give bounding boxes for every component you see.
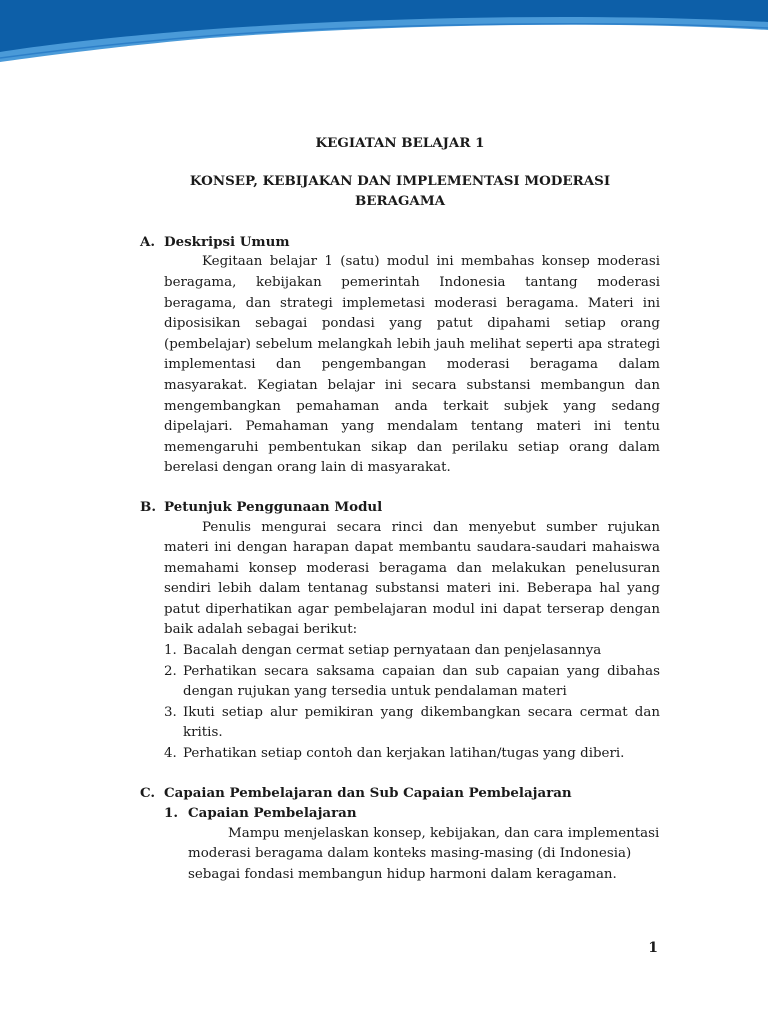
list-number: 3.	[164, 704, 177, 720]
section-heading	[140, 783, 660, 804]
section-body	[164, 518, 660, 765]
list-number: 2.	[164, 663, 177, 679]
list-item	[164, 744, 660, 765]
paragraph: Mampu menjelaskan konsep, kebijakan, dan cara implementasi moderasi beragama dalam konteks masing-masing (di Indonesia) sebagai fondasi membangun hidup harmoni dalam keragaman.	[188, 825, 660, 882]
list-item	[164, 703, 660, 744]
instruction-list	[164, 641, 660, 765]
section-a	[140, 232, 660, 479]
section-c	[140, 783, 660, 886]
subsection-title: Capaian Pembelajaran	[188, 805, 357, 822]
document-body	[140, 133, 660, 904]
paragraph: Penulis mengurai secara rinci dan menyebut sumber rujukan materi ini dengan harapan dapat membantu saudara-saudari mahaiswa memahami konsep moderasi beragama dan melakukan penelusuran sendiri lebih dalam tentanag substansi materi ini. Beberapa hal yang patut diperhatikan agar pembelajaran modul ini dapat terserap dengan baik adalah sebagai berikut:	[164, 519, 660, 638]
subsection-number: 1.	[164, 805, 178, 822]
section-letter: B.	[140, 498, 156, 515]
section-body	[164, 252, 660, 479]
list-number: 1.	[164, 643, 177, 659]
page-subtitle: KONSEP, KEBIJAKAN DAN IMPLEMENTASI MODERASI BERAGAMA	[189, 172, 611, 210]
section-title: Deskripsi Umum	[164, 233, 290, 250]
section-letter: C.	[140, 784, 156, 801]
section-b	[140, 497, 660, 765]
header-wave-banner	[0, 0, 768, 80]
list-text: Ikuti setiap alur pemikiran yang dikembangkan secara cermat dan kritis.	[183, 704, 660, 741]
section-heading	[140, 497, 660, 518]
paragraph: Kegitaan belajar 1 (satu) modul ini membahas konsep moderasi beragama, kebijakan pemerintah Indonesia tantang moderasi beragama, dan strategi implemetasi moderasi beragama. Materi ini diposisikan sebagai pondasi yang patut dipahami setiap orang (pembelajar) sebelum melangkah lebih jauh melihat seperti apa strategi implementasi dan pengembangan moderasi beragama dalam masyarakat. Kegiatan belajar ini secara substansi membangun dan mengembangkan pemahaman anda terkait subjek yang sedang dipelajari. Pemahaman yang mendalam tentang materi ini tentu memengaruhi pembentukan sikap dan perilaku setiap orang dalam berelasi dengan orang lain di masyarakat.	[164, 254, 660, 476]
section-title: Petunjuk Penggunaan Modul	[164, 498, 383, 515]
section-body	[164, 803, 660, 885]
list-item	[164, 662, 660, 703]
page-number: 1	[648, 940, 658, 956]
list-number: 4.	[164, 746, 177, 762]
list-text: Perhatikan secara saksama capaian dan sub capaian yang dibahas dengan rujukan yang tersedia untuk pendalaman materi	[183, 663, 660, 700]
list-text: Bacalah dengan cermat setiap pernyataan dan penjelasannya	[183, 643, 602, 659]
page-title: KEGIATAN BELAJAR 1	[315, 135, 485, 151]
subsection-body	[188, 824, 660, 886]
list-item	[164, 641, 660, 662]
section-letter: A.	[140, 233, 156, 250]
list-text: Perhatikan setiap contoh dan kerjakan latihan/tugas yang diberi.	[183, 746, 625, 762]
subsection-heading	[164, 803, 660, 824]
section-title: Capaian Pembelajaran dan Sub Capaian Pembelajaran	[164, 784, 572, 801]
section-heading	[140, 232, 660, 253]
